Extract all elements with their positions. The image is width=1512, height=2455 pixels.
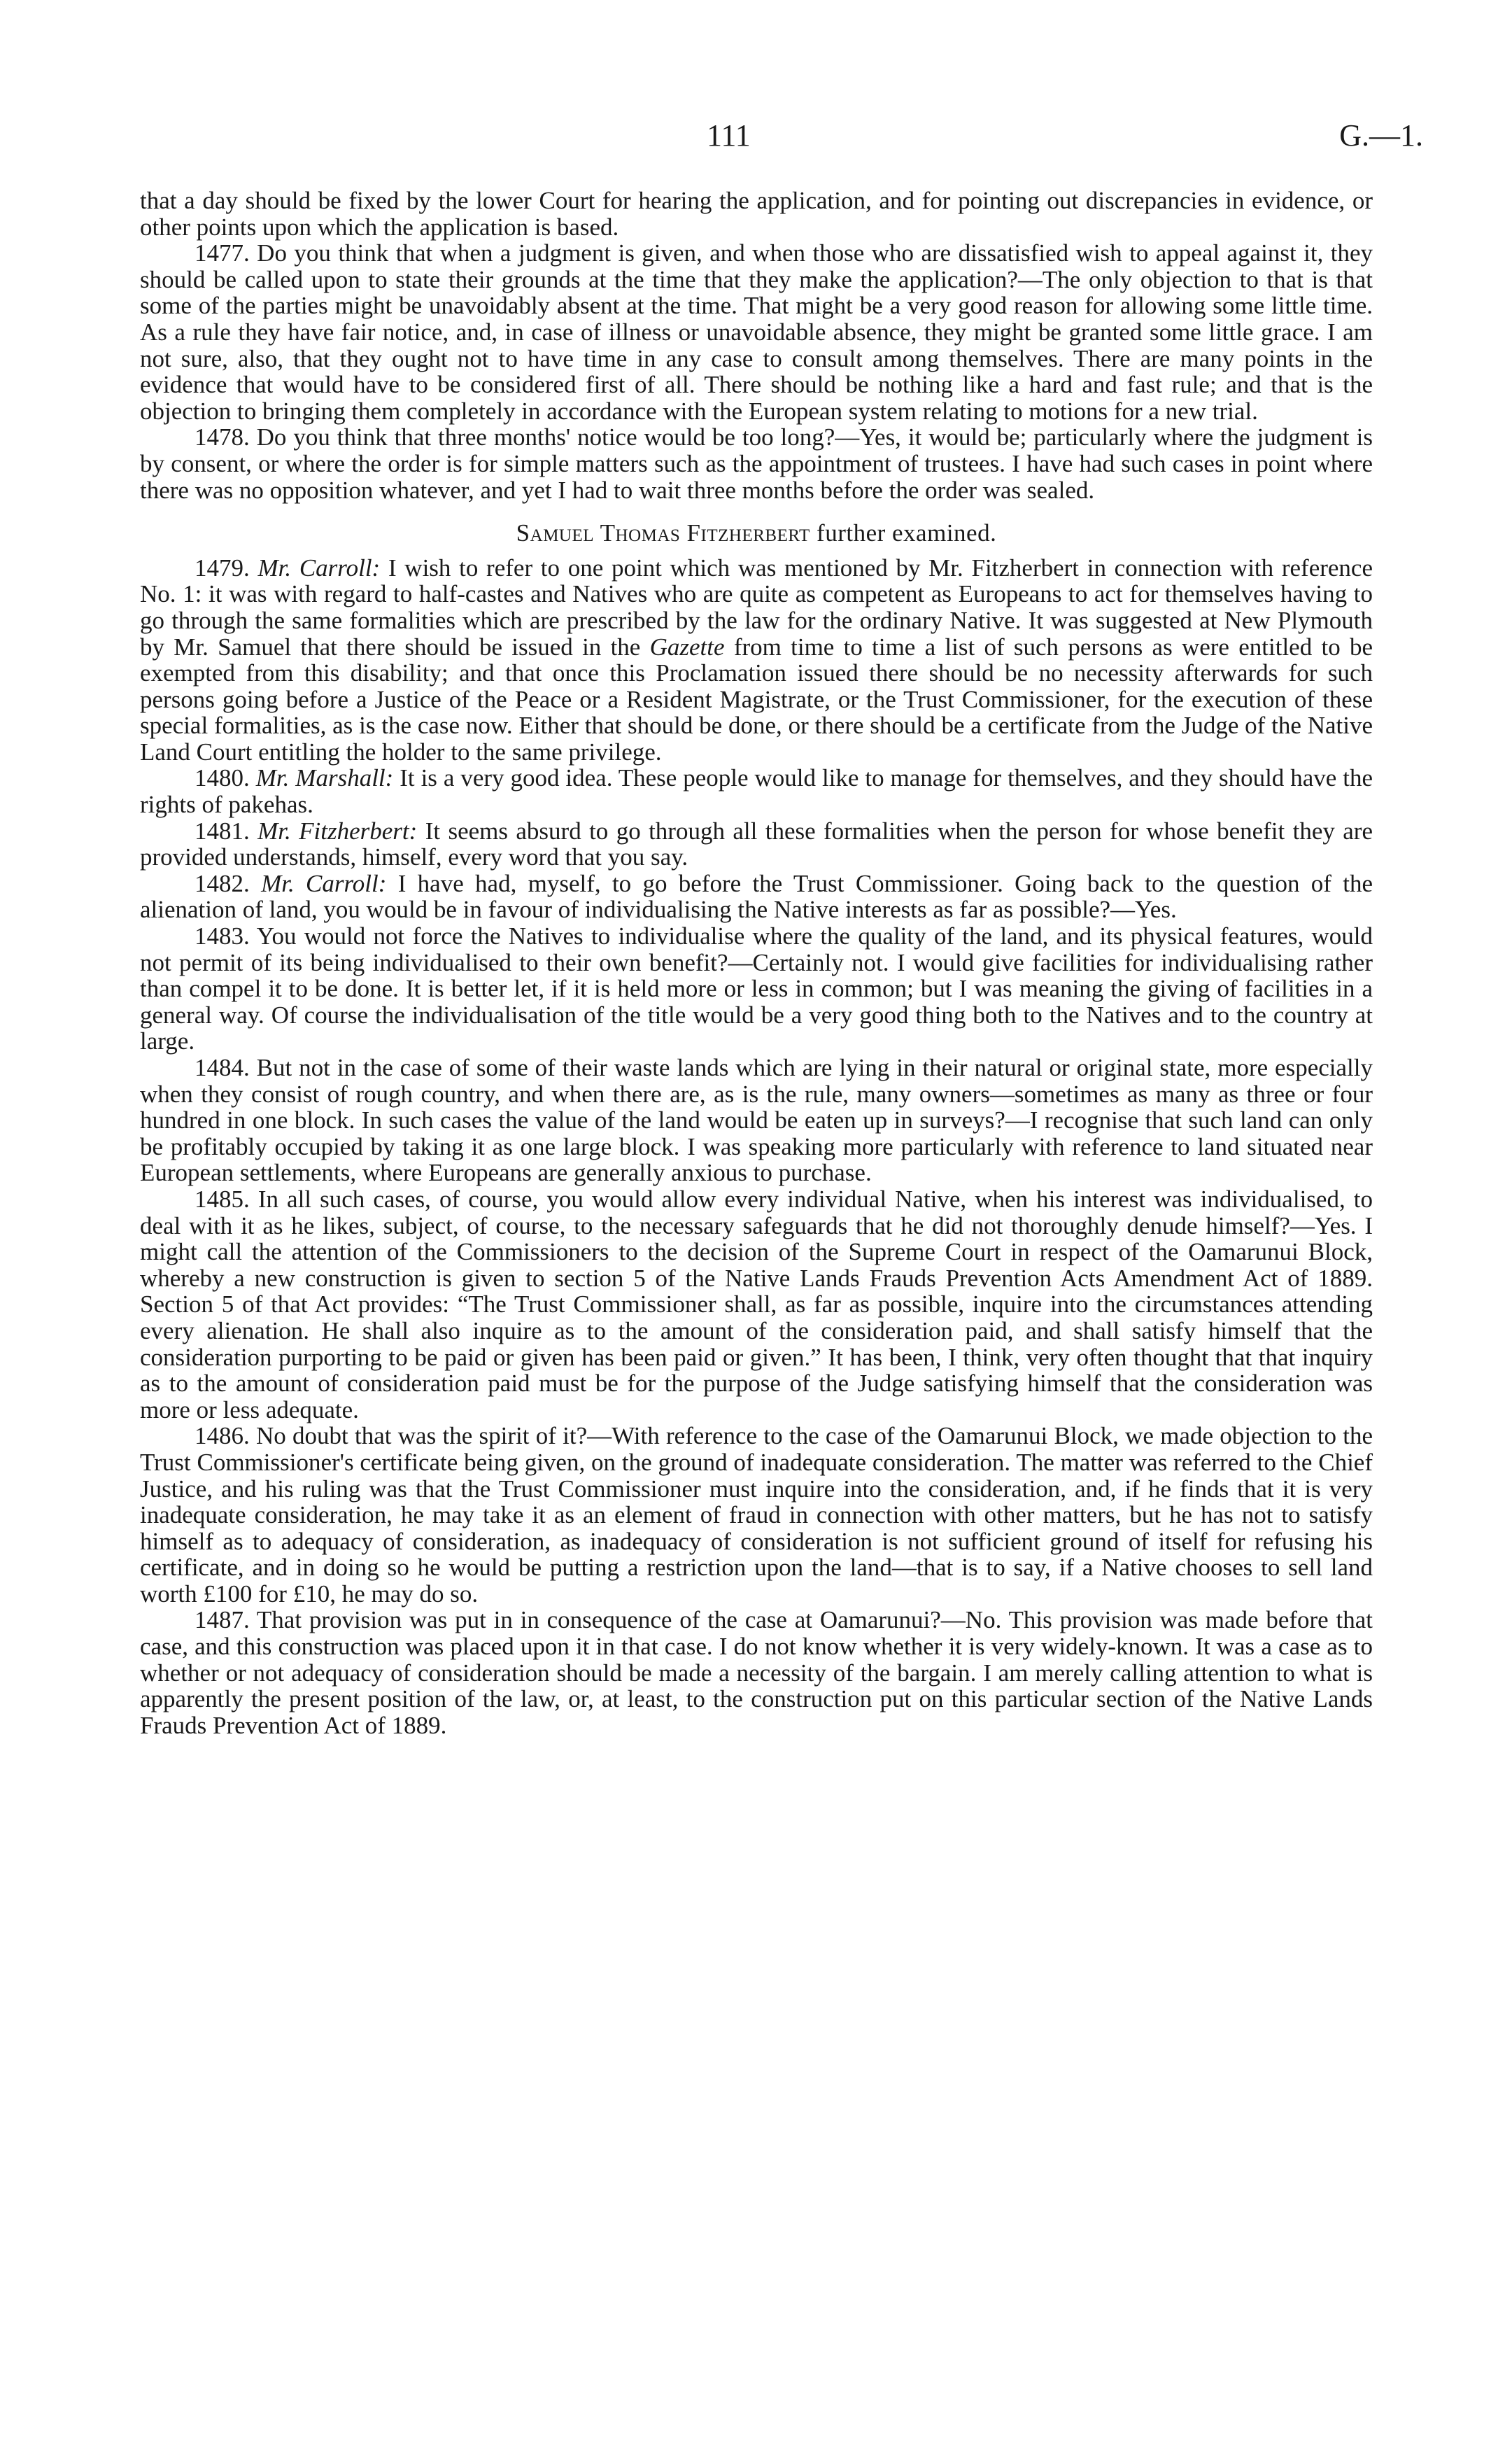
gazette-reference: Gazette [649,633,725,661]
question-text-continued: from time to time a list of such persons as were entitled to be exempted from this disability; and that once this Proclamation issued there should be no necessity afterwards for such persons going before a Justice of the Peace or a Resident Magistrate, or the Trust Commissioner, for the execution of these special formalities, as is the case now. Either that should be done, or there should be a certificate from the Judge of the Native Land Court entitling the holder to the same privilege. [140,633,1373,766]
paragraph-1478: 1478. Do you think that three months' notice would be too long?—Yes, it would be; particularly where the judgment is by consent, or where the order is for simple matters such as the appointment of trustees. I have had such cases in point where there was no opposition whatever, and yet I had to wait three months before the order was sealed. [140,423,1373,504]
body-text [140,188,1373,1738]
speaker-name: Mr. Carroll: [257,554,381,582]
witness-heading-rest: further examined. [817,519,997,547]
page-header [0,118,1512,160]
question-text: It is a very good idea. These people would like to manage for themselves, and they should have the rights of pakehas. [140,764,1373,819]
document-series-code: G.—1. [1339,118,1423,153]
question-text: I have had, myself, to go before the Trust Commissioner. Going back to the question of the alienation of land, you would be in favour of individualising the Native interests as far as possible?—Yes. [140,869,1373,924]
paragraph-1486: 1486. No doubt that was the spirit of it?—With reference to the case of the Oamarunui Block, we made objection to the Trust Commissioner's certificate being given, on the ground of inadequate consideration. The matter was referred to the Chief Justice, and his ruling was that the Trust Commissioner must inquire into the consideration, and, if he finds that it is very inadequate consideration, he may take it as an element of fraud in connection with other matters, but he has not to satisfy himself as to adequacy of consideration, as inadequacy of consideration is not sufficient ground of itself for refusing his certificate, and in doing so he would be putting a restriction upon the land—that is to say, if a Native chooses to sell land worth £100 for £10, he may do so. [140,1422,1373,1608]
witness-heading [140,520,1373,547]
speaker-name: Mr. Carroll: [261,869,387,897]
paragraph-1480 [140,765,1373,817]
question-number: 1480. [195,764,250,792]
speaker-name: Mr. Fitzherbert: [257,817,418,845]
paragraph-1479 [140,555,1373,766]
question-text: I wish to refer to one point which was mentioned by Mr. Fitzherbert in connection with reference No. 1: it was with regard to half-castes and Natives who are quite as competent as Europeans to act for themselves having to go through the same formalities which are prescribed by the law for the ordinary Native. It was suggested at New Plymouth by Mr. Samuel that there should be issued in the [140,554,1373,661]
question-number: 1479. [195,554,250,582]
paragraph-continuation: that a day should be fixed by the lower Court for hearing the application, and for pointing out discrepancies in evidence, or other points upon which the application is based. [140,187,1373,241]
paragraph-1487: 1487. That provision was put in in consequence of the case at Oamarunui?—No. This provision was made before that case, and this construction was placed upon it in that case. I do not know whether it is very widely-known. It was a case as to whether or not adequacy of consideration should be made a necessity of the bargain. I am merely calling attention to what is apparently the present position of the law, or, at least, to the construction put on this particular section of the Native Lands Frauds Prevention Act of 1889. [140,1606,1373,1739]
paragraph-1483: 1483. You would not force the Natives to individualise where the quality of the land, and its physical features, would not permit of its being individualised to their own benefit?—Certainly not. I would give facilities for individualising rather than compel it to be done. It is better let, if it is held more or less in common; but I was meaning the giving of facilities in a general way. Of course the individualisation of the title would be a very good thing both to the Natives and to the country at large. [140,922,1373,1055]
paragraph-1482 [140,871,1373,923]
paragraph-1477: 1477. Do you think that when a judgment is given, and when those who are dissatisfied wish to appeal against it, they should be called upon to state their grounds at the time that they make the application?—The only objection to that is that some of the parties might be unavoidably absent at the time. That might be a very good reason for allowing some little time. As a rule they have fair notice, and, in case of illness or unavoidable absence, they might be granted some little grace. I am not sure, also, that they ought not to have time in any case to consult among themselves. There are many points in the evidence that would have to be considered first of all. There should be nothing like a hard and fast rule; and that is the objection to bringing them completely in accordance with the European system relating to motions for a new trial. [140,239,1373,425]
paragraph-1484: 1484. But not in the case of some of their waste lands which are lying in their natural or original state, more especially when they consist of rough country, and when there are, as is the rule, many owners—sometimes as many as three or four hundred in one block. In such cases the value of the land would be eaten up in surveys?—I recognise that such land can only be profitably occupied by taking it as one large block. I was speaking more particularly with reference to land situated near European settlements, where Europeans are generally anxious to purchase. [140,1054,1373,1187]
paragraph-1485: 1485. In all such cases, of course, you would allow every individual Native, when his interest was individualised, to deal with it as he likes, subject, of course, to the necessary safeguards that he did not thoroughly denude himself?—Yes. I might call the attention of the Commissioners to the decision of the Supreme Court in respect of the Oamarunui Block, whereby a new construction is given to section 5 of the Native Lands Frauds Prevention Acts Amendment Act of 1889. Section 5 of that Act provides: “The Trust Commissioner shall, as far as possible, inquire into the circumstances attending every alienation. He shall also inquire as to the amount of the consideration paid, and shall satisfy himself that the consideration purporting to be paid or given has been paid or given.” It has been, I think, very often thought that that inquiry as to the amount of consideration paid must be for the purpose of the Judge satisfying himself that the consideration was more or less adequate. [140,1185,1373,1423]
question-text: It seems absurd to go through all these formalities when the person for whose benefit they are provided understands, himself, every word that you say. [140,817,1373,871]
question-number: 1482. [195,869,250,897]
question-number: 1481. [195,817,250,845]
paragraph-1481 [140,818,1373,871]
speaker-name: Mr. Marshall: [255,764,394,792]
page-number: 111 [707,118,751,153]
witness-name: Samuel Thomas Fitzherbert [516,519,810,547]
